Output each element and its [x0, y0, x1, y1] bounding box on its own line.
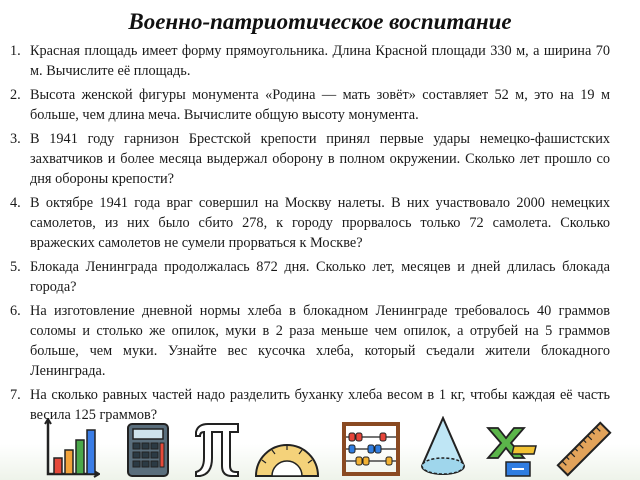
task-number: 2. — [10, 87, 21, 103]
ruler-icon — [556, 420, 612, 478]
task-item — [10, 41, 610, 81]
task-number: 4. — [10, 195, 21, 211]
bar-chart-icon — [44, 418, 100, 478]
task-number: 7. — [10, 387, 21, 403]
task-number: 3. — [10, 131, 21, 147]
task-item — [10, 257, 610, 297]
task-number: 6. — [10, 303, 21, 319]
protractor-icon — [254, 438, 320, 478]
task-text: На сколько равных частей надо разделить буханку хлеба весом в 1 кг, чтобы каждая её часть весила 125 граммов? — [30, 387, 610, 423]
task-list — [10, 41, 610, 429]
task-text: В октябре 1941 года враг совершил на Москву налеты. В них участвовало 2000 немецких самолетов, из них было сбито 278, к городу прорвалось только 72 самолета. Сколько вражеских самолетов не сумели прорваться к Москве? — [30, 195, 610, 251]
task-text: Красная площадь имеет форму прямоугольника. Длина Красной площади 330 м, а ширина 70 м. Вычислите её площадь. — [30, 43, 610, 79]
pi-symbol-icon — [192, 418, 242, 478]
task-item — [10, 193, 610, 253]
abacus-icon — [340, 420, 402, 478]
decor-icon-row — [0, 414, 640, 480]
task-number: 1. — [10, 43, 21, 59]
task-number: 5. — [10, 259, 21, 275]
task-text: Блокада Ленинграда продолжалась 872 дня. Сколько лет, месяцев и дней длилась блокада города? — [30, 259, 610, 295]
task-item — [10, 85, 610, 125]
task-text: Высота женской фигуры монумента «Родина — мать зовёт» составляет 52 м, это на 19 м больше, чем длина меча. Вычислите общую высоту монумента. — [30, 87, 610, 123]
math-symbols-icon — [484, 424, 540, 478]
calculator-icon — [126, 422, 170, 478]
slide-title: Военно-патриотическое воспитание — [128, 9, 512, 34]
cone-icon — [418, 416, 468, 478]
task-item — [10, 129, 610, 189]
task-text: На изготовление дневной нормы хлеба в блокадном Ленинграде требовалось 40 граммов соломы и столько же опилок, муки в 2 раза меньше чем опилок, а отрубей на 5 граммов больше, чем муки. Узнайте вес кусочка хлеба, который съедали жители блокадного Ленинграда. — [30, 303, 610, 379]
task-item — [10, 301, 610, 381]
task-text: В 1941 году гарнизон Брестской крепости принял первые удары немецко-фашистских захватчиков и более месяца выдержал оборону в полном окружении. Сколько лет прошло со дня обороны крепости? — [30, 131, 610, 187]
